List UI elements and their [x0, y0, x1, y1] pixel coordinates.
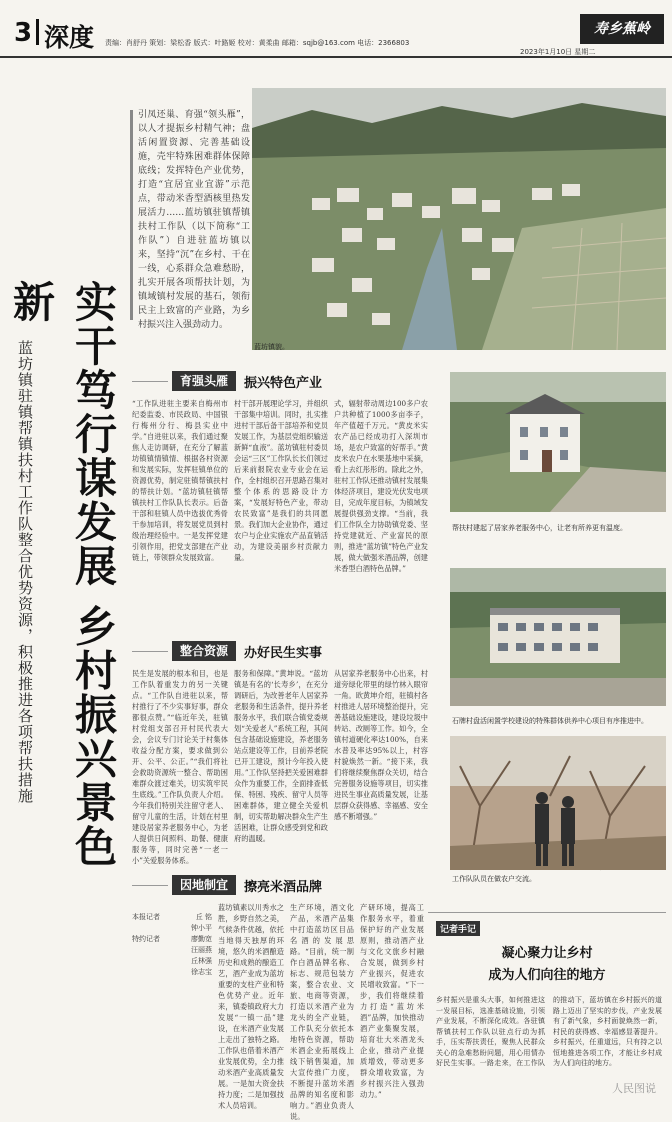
reporters-note [428, 912, 666, 1092]
intro-rule [130, 110, 133, 320]
section-2-header [172, 640, 322, 662]
reporter-row: 特约记者 廖勤宽 [132, 935, 212, 943]
note-body: 乡村振兴是重头大事，如何推进这一发展目标，选准基础设施，引领产业发展，不断深化成效。各驻镇帮镇扶村工作队以驻点行动为抓手，压实帮扶责任，聚焦人民群众关心的急难愁盼问题，用心用情办好民生实事。一路走来，在工作队的推动下，蓝坊镇在乡村振兴的道路上迈出了坚实的步伐，产业发展有了新气象，乡村面貌焕然一新，村民的获得感、幸福感显著提升。乡村振兴，任重道远，只有持之以恒地推进各项工作，才能让乡村成为人们向往的地方。 [436, 996, 662, 1067]
main-headline: 实干笃行谋发展 乡村振兴景色新 [7, 280, 118, 869]
page-number: 3 [14, 18, 43, 48]
intro-paragraph: 引凤还巢、育强“领头雁”，以人才提振乡村精气神；盘活闲置资源、完善基础设施，壳牢特殊困难群体保障底线；发挥特色产业优势，打造“宜居宜业宜游”示范点，带动米香型酒核里热发展活力……蓝坊镇驻镇帮镇扶村工作队（以下简称“工作队”）自进驻蓝坊镇以来，坚持“沉”在乡村、干在一线，心系群众急难愁盼，扎实开展各项帮扶计划，为镇域镇村发展的基石，领衔民主上致富的产业路，为乡村振兴注入强劲动力。 [138, 110, 250, 330]
aerial-town-photo [252, 88, 666, 350]
elderly-care-center-photo [450, 372, 666, 512]
school-photo-caption: 石牌村盘活闲置学校建设的特殊群体供养中心项目有序推进中。 [452, 717, 648, 725]
note-tag: 记者手记 [436, 921, 480, 936]
orchard-visit-photo [450, 736, 666, 870]
section-3-column-2: 生产环境，酒文化产品，米酒产品集中打造蓝坊区目品名酒的发展思路。“目前，统一制作白酒品牌名称、标志、规范包装方案，整合农业、文旅、电商等资源，打造以米酒产业为龙头的全产业链，工作队充分依托本地特色资源，帮助米酒企业拓展线上线下销售渠道，加大宣传推广力度，不断提升蓝坊米酒品牌的知名度和影响力。”酒业负责人说。 [290, 903, 354, 1121]
section-2-title: 办好民生实事 [244, 645, 323, 661]
section-1-column-1: “工作队进驻主要来自梅州市纪委监委、市民政局、中国银行梅州分行、梅县实业中学。”自进驻以来，我们通过聚焦人走访调研，在充分了解蓝坊镇镇情镇情、根据各村资源和发展实际，发挥驻镇单位的资源优势，制定驻镇帮镇扶村的帮扶计划。“蓝坊镇驻镇帮镇扶村工作队队长表示。后备干部和驻镇人员中选拔优秀骨干参加培训，将发展党员到村级治理经验中。一是发挥党建引领作用，把党支部建在产业链上，带领群众发展致富。 [132, 399, 228, 562]
aerial-photo-caption: 蓝坊镇貌。 [254, 343, 289, 351]
section-1-title: 振兴特色产业 [244, 375, 323, 391]
house-photo-caption: 帮扶村建起了居家养老服务中心，让老有所养更有温度。 [452, 524, 627, 532]
reporter-row: 丘林强 [191, 957, 212, 965]
headline-block [8, 270, 126, 890]
section-2-column-1: 民生是发展的根本和目，也是工作队着重发力的另一关键点。“工作队自进驻以来，帮村推行了不少实事好事，群众都很点赞。”“临近年关，驻镇村党组支部召开村民代表大会，会议专门讨论关于村集体收益分配方案，要求做到公开、公平、公正。”“我们将社会救助资源统一整合、帮助困难群众渡过难关，切实筑牢民生底线。”工作队负责人介绍。今年我们特别关注留守老人、留守儿童的生活，计划在村里建设居家养老服务中心，为老人提供日间照料、助餐、健康服务等，同时完善“一老一小”关爱服务体系。 [132, 669, 228, 865]
reporter-row: 本报记者 丘 铭 [132, 913, 212, 921]
special-care-center-photo [450, 568, 666, 706]
reporter-row: 汪丽燕 [191, 946, 212, 954]
section-2-tag: 整合资源 [172, 641, 236, 661]
section-1-rule [132, 381, 168, 382]
section-1-column-2: 村干部开展理论学习，并组织干部集中培训。同时，扎实推进村干部后备干部培养和党员发展工作，为基层党组织输送新鲜“血液”。蓝坊镇驻村委员会运“三区”工作队长长们领过后来前报院农业专业会在运作，全村组织召开思路召集对整个体系的思路设计方案，“发展好特色产业，带动农民致富”是我们的共同愿景。我们加大企业协作，通过农户与企业实施农产品直销活动，为建设美丽乡村贡献力量。 [234, 399, 328, 562]
reporter-row: 钟小平 [191, 924, 212, 932]
section-1-column-3: 式，辐射带动周边100多户农户共种植了1000多亩李子，年产值超千万元。“黄皮米实农产品已经成功打入深圳市场，是农户致富的好帮手。”黄皮米农户在水果基地中采摘，看上去红彤彤的。除此之外，驻村工作队还推动镇村发展集体经济项目，建设光伏发电项目，完成年度目标，为镇域发展提供强劲支撑。“当前，我们工作队全力协助镇党委、坚持党建就近、产业富民的原则，推进“蓝坊镇”特色产业发展，做大做强米酒品牌，创建米香型白酒特色品牌。” [334, 399, 428, 573]
section-2-column-3: 从居家养老服务中心出来，村道旁绿化带里的绿竹林入眼帘一角。欧黄坤介绍，驻镇村各村推进人居环境整治提升，完善基础设施建设，建设垃圾中转站、改厕等工作。如今，全镇村道硬化率达100%，自来水普及率达95%以上，村容村貌焕然一新。“接下来，我们将继续聚焦群众关切，结合完善服务设施等项目，切实推进民生事业高质量发展，让基层群众获得感、幸福感、安全感不断增强。” [334, 669, 428, 821]
section-3-header [172, 874, 322, 896]
section-name: 深度 [44, 23, 95, 52]
masthead [0, 0, 672, 58]
section-2-rule [132, 651, 168, 652]
reporter-row: 徐志宝 [191, 968, 212, 976]
section-3-column-3: 产研环境，提高工作服务水平，着重保护好的产业发展原则，推动酒产业与文化文旅乡村融合发展，做到乡村产业振兴，促进农民增收致富。“下一步，我们将继续着力打造“蓝坊米酒”品牌，加快推动酒产业集聚发展，培育壮大米酒龙头企业，推动产业提质增效，带动更多群众增收致富，为乡村振兴注入强劲动力。” [360, 903, 424, 1099]
section-3-title: 擦亮米酒品牌 [244, 879, 323, 895]
note-title: 凝心聚力让乡村 成为人们向往的地方 [488, 946, 606, 983]
section-3-column-1: 蓝坊镇素以川秀水之胜，乡野自然之美，气候条件优越，依托当地得天独厚的环境，悠久的米酒酿造历史和成熟的酿造工艺，酒产业成为蓝坊重要的支柱产业和特色优势产业。近年来，镇委镇政府大力发展“一镇一品”建设，在米酒产业发展上走出了独特之路。工作队也借着米酒产业发展优势，全力推动米酒产业高质量发展。一是加大资金扶持力度；二是加强技术人员培训。 [218, 903, 284, 1110]
section-3-tag: 因地制宜 [172, 875, 236, 895]
section-1-tag: 育强头雁 [172, 371, 236, 391]
watermark: 人民图说 [612, 1082, 656, 1095]
section-3-rule [132, 885, 168, 886]
dateline: 2023年1月10日 星期二 [520, 48, 596, 56]
reporter-credits [132, 912, 212, 978]
section-2-column-2: 服务和保障。”黄坤说。“蓝坊镇是有名的‘长寿乡’，在充分调研后，为改善老年人居家养老服务和生活条件，提升养老服务水平，我们联合镇党委规划“关爱老人”系统工程，其间包含基础设施建设，养老服务站点建设等工作，目前养老院已开工建设，预计今年投入使用。”工作队坚持把关爱困难群众作为重要工作，全面排查低保、特困、残疾、留守人员等困难群体，建立健全关爱机制，切实帮助解决群众生产生活困难，让群众感受到党和政府的温暖。 [234, 669, 328, 843]
newspaper-logo: 寿乡蕉岭 [580, 14, 664, 44]
section-1-header [172, 370, 322, 392]
sub-headline: 蓝坊镇驻镇帮镇扶村工作队整合优势资源，积极推进各项帮扶措施 [16, 340, 34, 804]
orchard-photo-caption: 工作队队员在做农户交流。 [452, 875, 536, 883]
credits-line: 责编：肖舒丹 策划：梁松香 版式：叶路姬 校对：黄柔曲 邮箱：sqjb@163.com 电话：2366803 [105, 39, 410, 47]
